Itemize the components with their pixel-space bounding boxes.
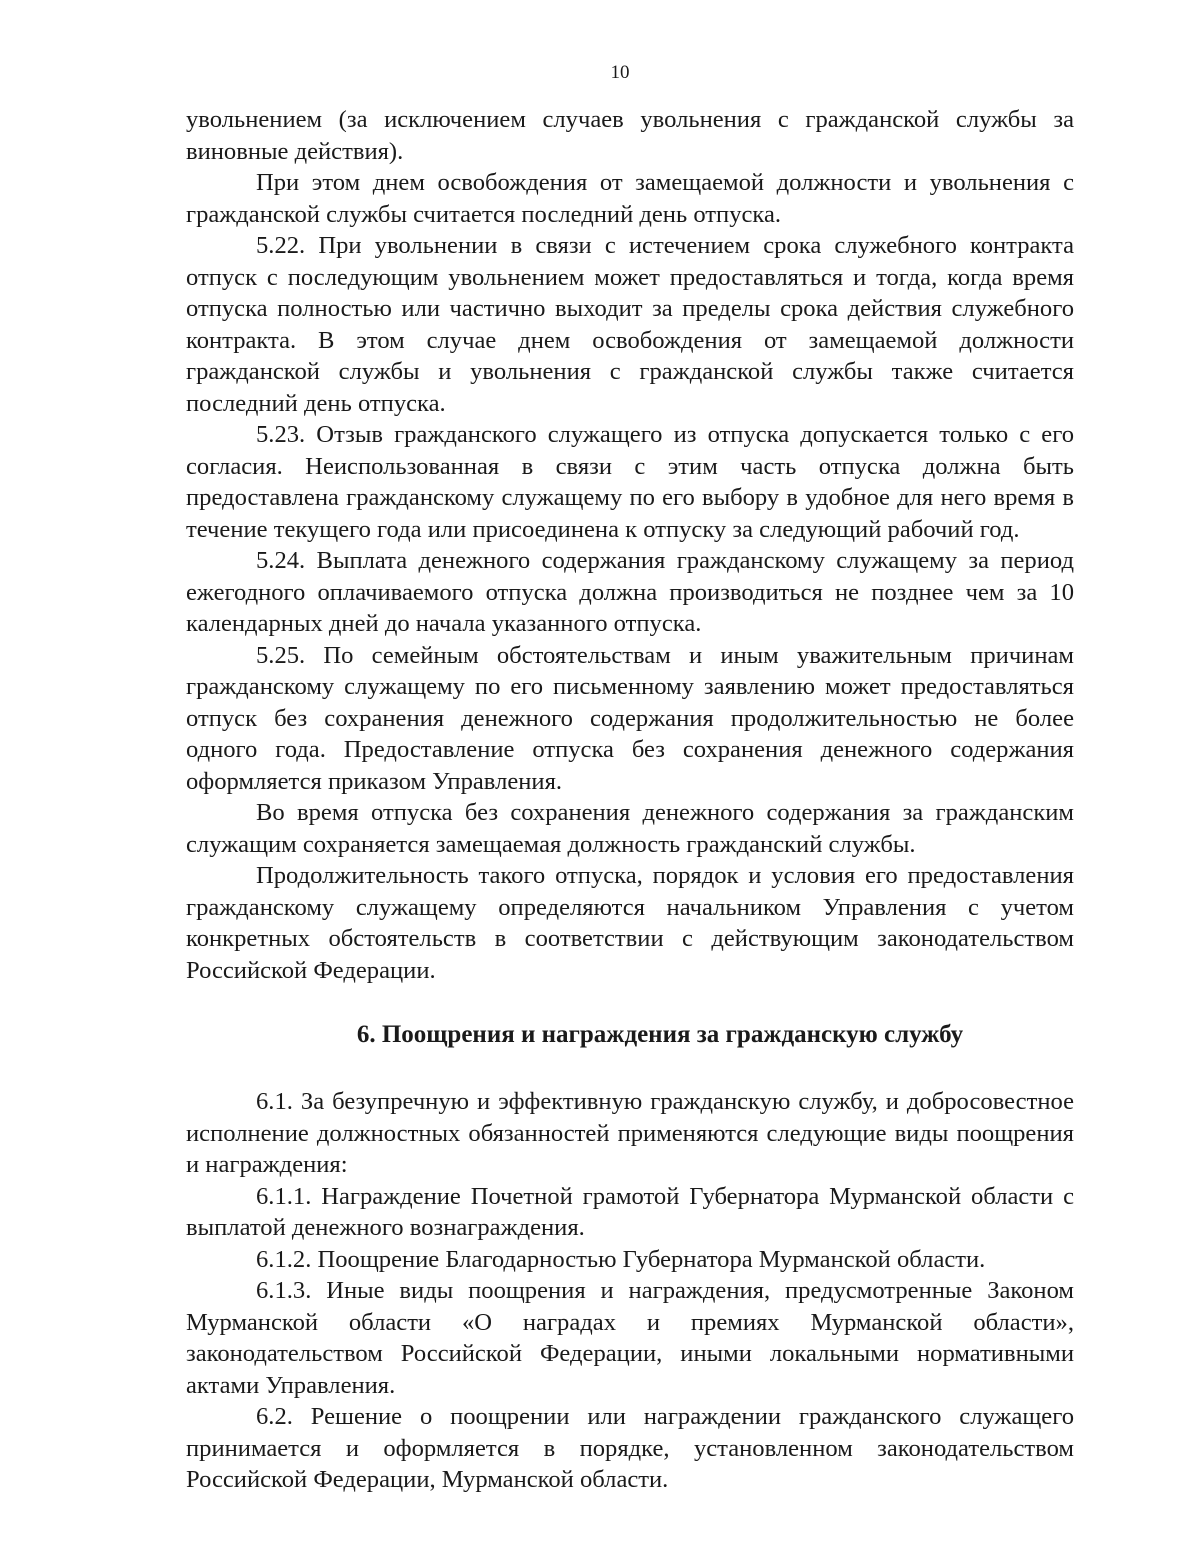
section-6-text bbox=[186, 1086, 1074, 1496]
page-number: 10 bbox=[610, 62, 630, 83]
section-5-text bbox=[186, 104, 1074, 986]
paragraph-6-1: 6.1. За безупречную и эффективную гражданскую службу, и добросовестное исполнение должностных обязанностей применяются следующие виды поощрения и награждения: bbox=[186, 1088, 1074, 1178]
section-heading: 6. Поощрения и награждения за гражданскую службу bbox=[356, 1021, 964, 1048]
paragraph-5-24: 5.24. Выплата денежного содержания гражданскому служащему за период ежегодного оплачиваемого отпуска должна производиться не позднее чем за 10 календарных дней до начала указанного отпуска. bbox=[186, 547, 1074, 637]
paragraph-continuation: увольнением (за исключением случаев увольнения с гражданской службы за виновные действия). bbox=[186, 106, 1074, 165]
paragraph-6-1-2: 6.1.2. Поощрение Благодарностью Губернатора Мурманской области. bbox=[256, 1245, 986, 1273]
paragraph-during-leave: Во время отпуска без сохранения денежного содержания за гражданским служащим сохраняется замещаемая должность гражданский службы. bbox=[186, 799, 1074, 858]
paragraph-5-23: 5.23. Отзыв гражданского служащего из отпуска допускается только с его согласия. Неиспользованная в связи с этим часть отпуска должна быть предоставлена гражданскому служащему по его выбору в удобное для него время в течение текущего года или присоединена к отпуску за следующий рабочий год. bbox=[186, 421, 1074, 543]
paragraph-6-2: 6.2. Решение о поощрении или награждении гражданского служащего принимается и оформляется в порядке, установленном законодательством Российской Федерации, Мурманской области. bbox=[186, 1403, 1074, 1493]
paragraph-dismissal-day: При этом днем освобождения от замещаемой должности и увольнения с гражданской службы считается последний день отпуска. bbox=[186, 169, 1074, 228]
paragraph-duration: Продолжительность такого отпуска, порядок и условия его предоставления гражданскому служащему определяются начальником Управления с учетом конкретных обстоятельств в соответствии с действующим законодательством Российской Федерации. bbox=[186, 862, 1074, 984]
paragraph-6-1-3: 6.1.3. Иные виды поощрения и награждения, предусмотренные Законом Мурманской области «О наградах и премиях Мурманской области», законодательством Российской Федерации, иными локальными нормативными актами Управления. bbox=[186, 1277, 1074, 1399]
paragraph-5-25: 5.25. По семейным обстоятельствам и иным уважительным причинам гражданскому служащему по его письменному заявлению может предоставляться отпуск без сохранения денежного содержания продолжительностью не более одного года. Предоставление отпуска без сохранения денежного содержания оформляется приказом Управления. bbox=[186, 641, 1074, 795]
paragraph-6-1-1: 6.1.1. Награждение Почетной грамотой Губернатора Мурманской области с выплатой денежного вознаграждения. bbox=[186, 1182, 1074, 1241]
document-body bbox=[186, 104, 1074, 1496]
paragraph-5-22: 5.22. При увольнении в связи с истечением срока служебного контракта отпуск с последующим увольнением может предоставляться и тогда, когда время отпуска полностью или частично выходит за пределы срока действия служебного контракта. В этом случае днем освобождения от замещаемой должности гражданской службы и увольнения с гражданской службы также считается последний день отпуска. bbox=[186, 232, 1074, 417]
